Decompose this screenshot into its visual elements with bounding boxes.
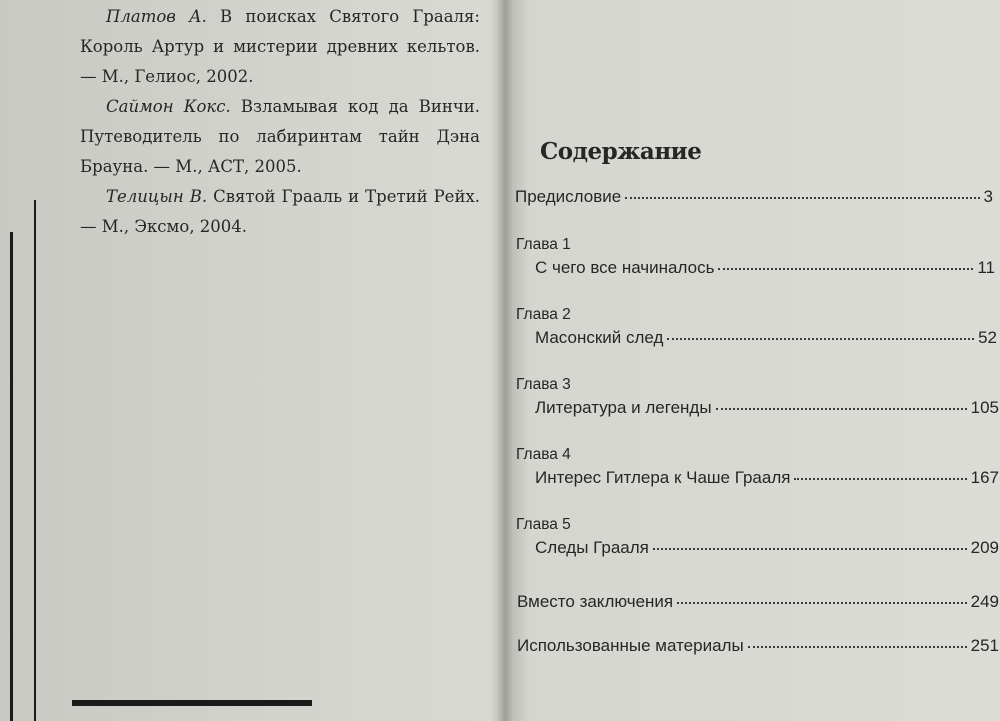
leader-dots [625,197,979,199]
leader-dots [718,268,973,270]
chapter-label: Глава 5 [516,516,571,533]
leader-dots [677,602,966,604]
bibliography-entry [80,92,480,182]
toc-page-number: 167 [970,468,999,487]
bibliography-entry [80,2,480,92]
leader-dots [716,408,967,410]
right-page [505,0,1000,721]
leader-dots [748,646,967,648]
bib-text: Святой Грааль и Третий Рейх. — М., Эксмо, 2004. [80,187,480,236]
toc-row-preface [515,187,993,207]
bib-author: Телицын В. [106,187,208,206]
bib-text: В поисках Святого Грааля: Король Артур и мистерии древних кельтов. — М., Гелиос, 2002. [80,7,480,86]
toc-row-chapter [535,328,997,348]
toc-row-chapter [535,468,999,488]
toc-chapter-title: Масонский след [535,328,664,347]
book-gutter [497,0,513,721]
bibliography [80,2,480,242]
chapter-label: Глава 2 [516,306,571,323]
toc-page-number: 251 [970,636,999,655]
toc-page-number: 11 [977,258,995,277]
vertical-rule-inner [34,200,36,721]
toc-chapter-title: С чего все начиналось [535,258,715,277]
toc-title: Содержание [540,138,702,165]
toc-row-sources [517,636,999,656]
toc-row-conclusion [517,592,999,612]
toc-page-number: 52 [978,328,997,347]
toc-row-chapter [535,258,995,278]
chapter-label: Глава 4 [516,446,571,463]
toc-chapter-title: Следы Грааля [535,538,649,557]
leader-dots [667,338,974,340]
toc-page-number: 249 [970,592,999,611]
toc-chapter-title: Интерес Гитлера к Чаше Грааля [535,468,791,487]
bibliography-entry [80,182,480,242]
vertical-rule-outer [10,232,13,721]
toc-label: Предисловие [515,187,622,206]
bib-author: Платов А. [106,7,207,26]
toc-page-number: 3 [983,187,993,206]
toc-label: Вместо заключения [517,592,674,611]
toc-row-chapter [535,398,999,418]
toc-page-number: 105 [970,398,999,417]
bib-text: Взламывая код да Винчи. Путеводитель по лабиринтам тайн Дэна Брауна. — М., АСТ, 2005. [80,97,480,176]
chapter-label: Глава 3 [516,376,571,393]
toc-row-chapter [535,538,999,558]
horizontal-rule [72,700,312,706]
toc-page-number: 209 [970,538,999,557]
toc-label: Использованные материалы [517,636,744,655]
toc-chapter-title: Литература и легенды [535,398,712,417]
leader-dots [653,548,967,550]
chapter-label: Глава 1 [516,236,571,253]
bib-author: Саймон Кокс. [106,97,231,116]
leader-dots [794,478,966,480]
